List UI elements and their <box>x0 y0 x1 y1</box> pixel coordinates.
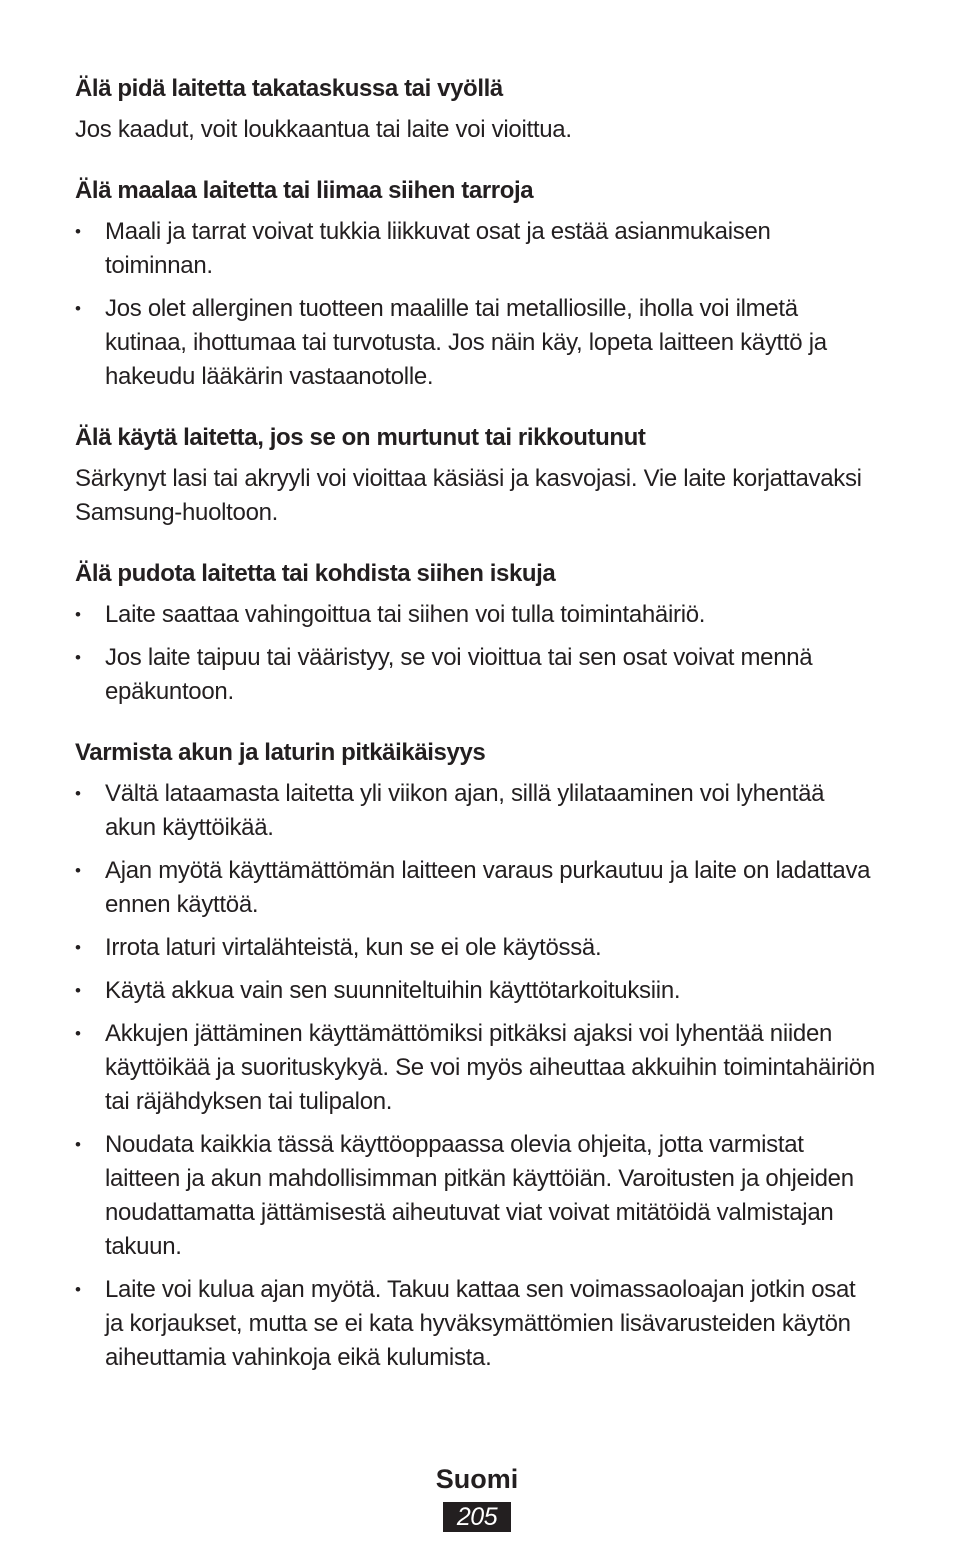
bullet-item <box>75 931 875 965</box>
bullet-list <box>75 777 875 1375</box>
page-number: 205 <box>443 1502 511 1532</box>
section-heading: Älä maalaa laitetta tai liimaa siihen tarroja <box>75 177 534 204</box>
bullet-icon: • <box>75 938 81 957</box>
bullet-item <box>75 1017 875 1119</box>
bullet-text: Vältä lataamasta laitetta yli viikon ajan, sillä ylilataaminen voi lyhentää akun käyttöikää. <box>105 780 825 841</box>
bullet-icon: • <box>75 605 81 624</box>
section-heading: Älä pudota laitetta tai kohdista siihen iskuja <box>75 560 556 587</box>
bullet-text: Ajan myötä käyttämättömän laitteen varaus purkautuu ja laite on ladattava ennen käyttöä. <box>105 857 871 918</box>
bullet-item <box>75 974 875 1008</box>
section-text: Särkynyt lasi tai akryyli voi vioittaa käsiäsi ja kasvojasi. Vie laite korjattavaksi Samsung-huoltoon. <box>75 465 862 526</box>
bullet-icon: • <box>75 648 81 667</box>
bullet-item <box>75 215 875 283</box>
bullet-text: Käytä akkua vain sen suunniteltuihin käyttötarkoituksiin. <box>105 977 681 1004</box>
bullet-item <box>75 292 875 394</box>
bullet-list <box>75 598 875 709</box>
section-heading: Älä pidä laitetta takataskussa tai vyöllä <box>75 75 503 102</box>
bullet-text: Noudata kaikkia tässä käyttöoppaassa olevia ohjeita, jotta varmistat laitteen ja akun mahdollisimman pitkän käyttöiän. Varoitusten ja ohjeiden noudattamatta jättämisestä aiheutuvat viat voivat mitätöidä valmistajan takuun. <box>105 1131 854 1260</box>
bullet-icon: • <box>75 299 81 318</box>
footer-language: Suomi <box>435 1464 519 1494</box>
document-body <box>75 72 875 1375</box>
section-battery-life <box>75 736 875 1375</box>
bullet-text: Irrota laturi virtalähteistä, kun se ei ole käytössä. <box>105 934 602 961</box>
bullet-icon: • <box>75 1024 81 1043</box>
bullet-icon: • <box>75 784 81 803</box>
bullet-item <box>75 1273 875 1375</box>
bullet-icon: • <box>75 222 81 241</box>
bullet-item <box>75 598 875 632</box>
bullet-item <box>75 1128 875 1264</box>
bullet-icon: • <box>75 861 81 880</box>
bullet-text: Maali ja tarrat voivat tukkia liikkuvat osat ja estää asianmukaisen toiminnan. <box>105 218 771 279</box>
bullet-item <box>75 641 875 709</box>
section-broken-device <box>75 421 875 530</box>
bullet-text: Laite voi kulua ajan myötä. Takuu kattaa sen voimassaoloajan jotkin osat ja korjaukset, mutta se ei kata hyväksymättömien lisävarusteiden käytön aiheuttamia vahinkoja eikä kulumista. <box>105 1276 856 1371</box>
section-heading: Varmista akun ja laturin pitkäikäisyys <box>75 739 486 766</box>
section-heading: Älä käytä laitetta, jos se on murtunut tai rikkoutunut <box>75 424 646 451</box>
bullet-icon: • <box>75 981 81 1000</box>
bullet-text: Akkujen jättäminen käyttämättömiksi pitkäksi ajaksi voi lyhentää niiden käyttöikää ja suorituskykyä. Se voi myös aiheuttaa akkuihin toimintahäiriön tai räjähdyksen tai tulipalon. <box>105 1020 875 1115</box>
bullet-item <box>75 777 875 845</box>
bullet-text: Laite saattaa vahingoittua tai siihen voi tulla toimintahäiriö. <box>105 601 706 628</box>
bullet-icon: • <box>75 1135 81 1154</box>
bullet-icon: • <box>75 1280 81 1299</box>
section-drop-impact <box>75 557 875 709</box>
bullet-list <box>75 215 875 394</box>
bullet-text: Jos olet allerginen tuotteen maalille tai metalliosille, iholla voi ilmetä kutinaa, ihottumaa tai turvotusta. Jos näin käy, lopeta laitteen käyttö ja hakeudu lääkärin vastaanotolle. <box>105 295 827 390</box>
section-paint-stickers <box>75 174 875 394</box>
bullet-item <box>75 854 875 922</box>
page-footer <box>0 1460 954 1532</box>
bullet-text: Jos laite taipuu tai vääristyy, se voi vioittua tai sen osat voivat mennä epäkuntoon. <box>105 644 813 705</box>
section-back-pocket <box>75 72 875 147</box>
section-text: Jos kaadut, voit loukkaantua tai laite voi vioittua. <box>75 116 572 143</box>
